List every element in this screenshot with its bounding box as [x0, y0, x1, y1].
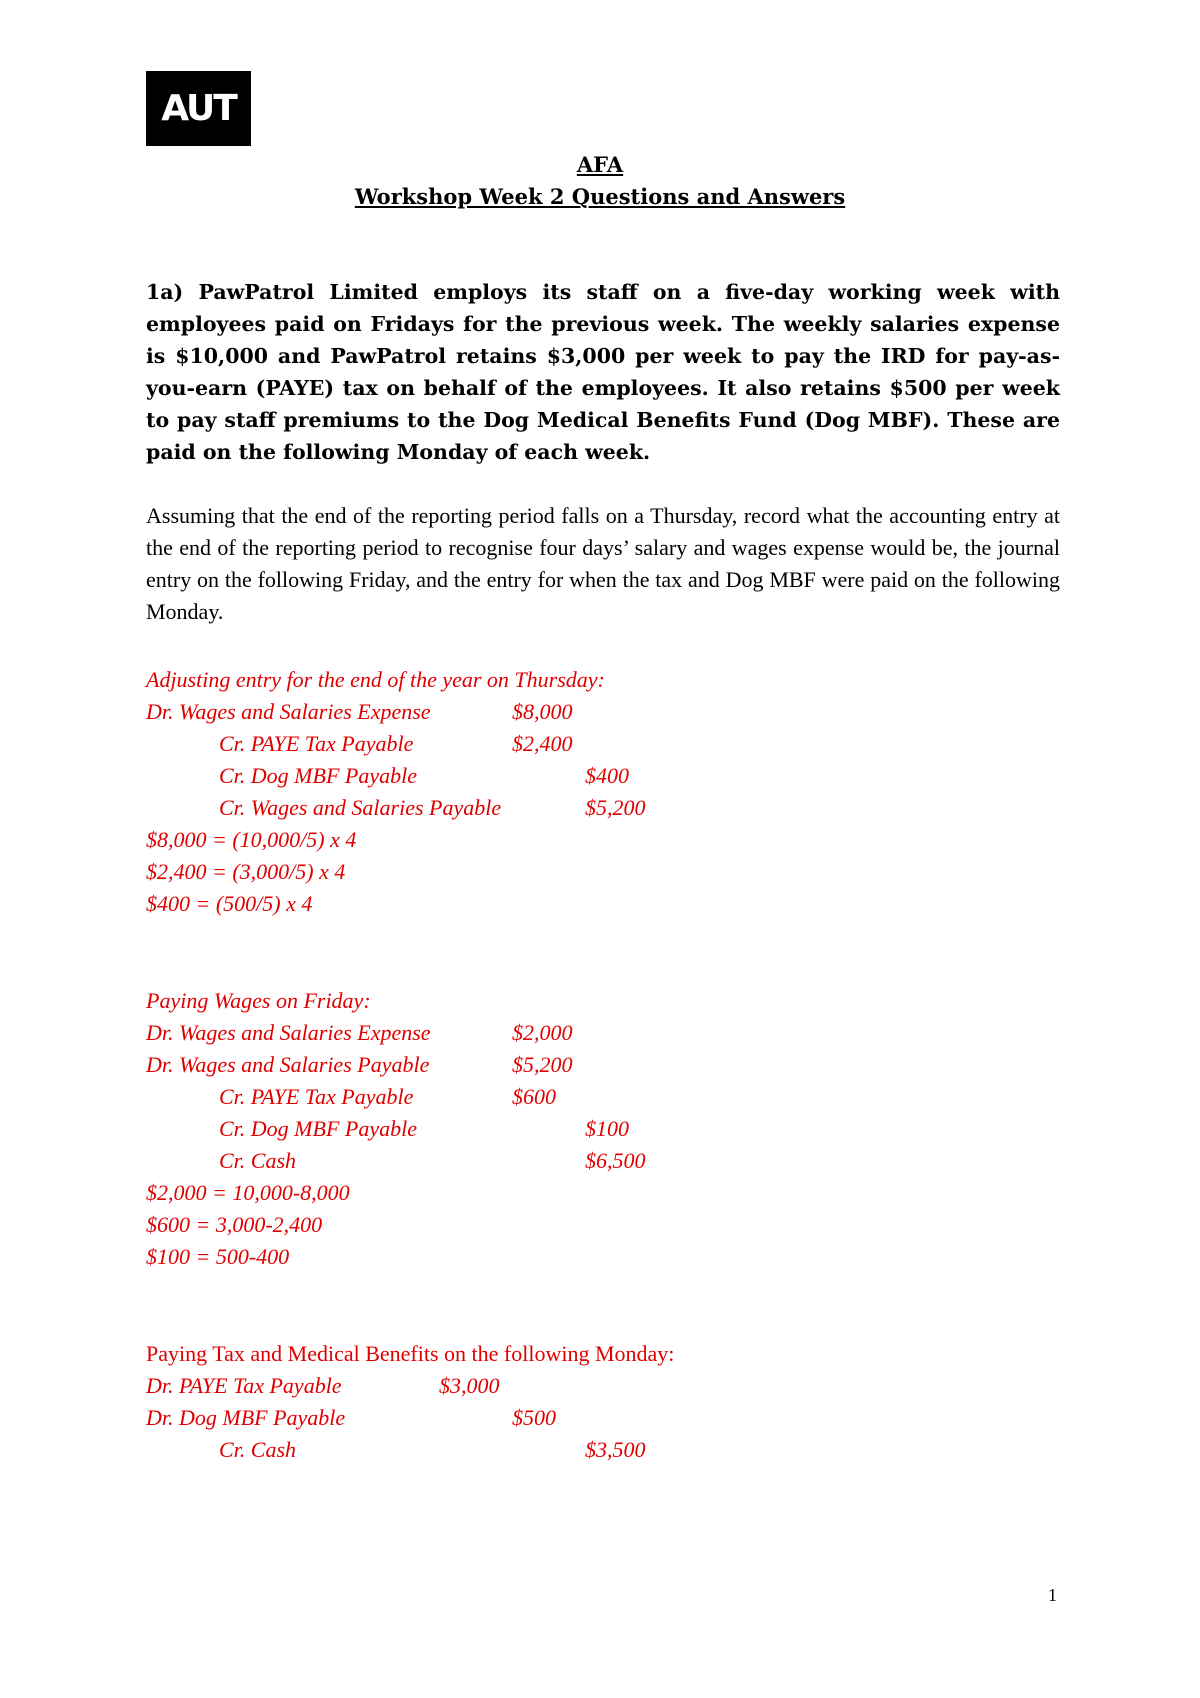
calculation: $2,000 = 10,000-8,000 [146, 1180, 350, 1205]
entry-amount: $5,200 [585, 795, 646, 820]
entry-amount: $500 [512, 1405, 556, 1430]
entry-account: Cr. Cash [219, 1437, 297, 1462]
entry-account: Cr. PAYE Tax Payable [219, 731, 414, 756]
entry-account: Cr. Cash [219, 1148, 297, 1173]
entry-account: Dr. Wages and Salaries Payable [146, 1052, 430, 1077]
aut-logo [146, 71, 251, 146]
answer-heading: Paying Tax and Medical Benefits on the following Monday: [146, 1341, 675, 1366]
question-instruction: Assuming that the end of the reporting period falls on a Thursday, record what the accounting entry at the end of the reporting period to recognise four days’ salary and wages expense would be, the journal entry on the following Friday, and the entry for when the tax and Dog MBF were paid on the following Monday. [146, 503, 1060, 624]
entry-amount: $2,000 [512, 1020, 573, 1045]
course-title: AFA [576, 152, 624, 177]
entry-amount: $8,000 [512, 699, 573, 724]
logo-text: AUT [161, 88, 236, 129]
page-number: 1 [1048, 1585, 1057, 1605]
workshop-title: Workshop Week 2 Questions and Answers [354, 184, 846, 209]
entry-amount: $600 [512, 1084, 556, 1109]
entry-account: Dr. Wages and Salaries Expense [146, 1020, 431, 1045]
calculation: $2,400 = (3,000/5) x 4 [146, 859, 346, 884]
entry-account: Cr. Dog MBF Payable [219, 1116, 417, 1141]
entry-account: Dr. PAYE Tax Payable [146, 1373, 342, 1398]
entry-amount: $3,500 [585, 1437, 646, 1462]
entry-account: Dr. Wages and Salaries Expense [146, 699, 431, 724]
entry-amount: $5,200 [512, 1052, 573, 1077]
entry-account: Cr. Wages and Salaries Payable [219, 795, 502, 820]
calculation: $8,000 = (10,000/5) x 4 [146, 827, 357, 852]
entry-amount: $100 [585, 1116, 629, 1141]
question-text: 1a) PawPatrol Limited employs its staff on a five-day working week with employees paid on Fridays for the previous week. The weekly salaries expense is $10,000 and PawPatrol retains $3,000 per week to pay the IRD for pay-as-you-earn (PAYE) tax on behalf of the employees. It also retains $500 per week to pay staff premiums to the Dog Medical Benefits Fund (Dog MBF). These are paid on the following Monday of each week. [146, 280, 1060, 464]
entry-amount: $6,500 [585, 1148, 646, 1173]
answer-heading: Adjusting entry for the end of the year on Thursday: [146, 667, 605, 692]
entry-amount: $2,400 [512, 731, 573, 756]
entry-amount: $400 [585, 763, 629, 788]
entry-account: Cr. PAYE Tax Payable [219, 1084, 414, 1109]
entry-account: Cr. Dog MBF Payable [219, 763, 417, 788]
entry-account: Dr. Dog MBF Payable [146, 1405, 346, 1430]
calculation: $400 = (500/5) x 4 [146, 891, 313, 916]
calculation: $600 = 3,000-2,400 [146, 1212, 323, 1237]
entry-amount: $3,000 [439, 1373, 500, 1398]
calculation: $100 = 500-400 [146, 1244, 290, 1269]
answer-heading: Paying Wages on Friday: [146, 988, 371, 1013]
